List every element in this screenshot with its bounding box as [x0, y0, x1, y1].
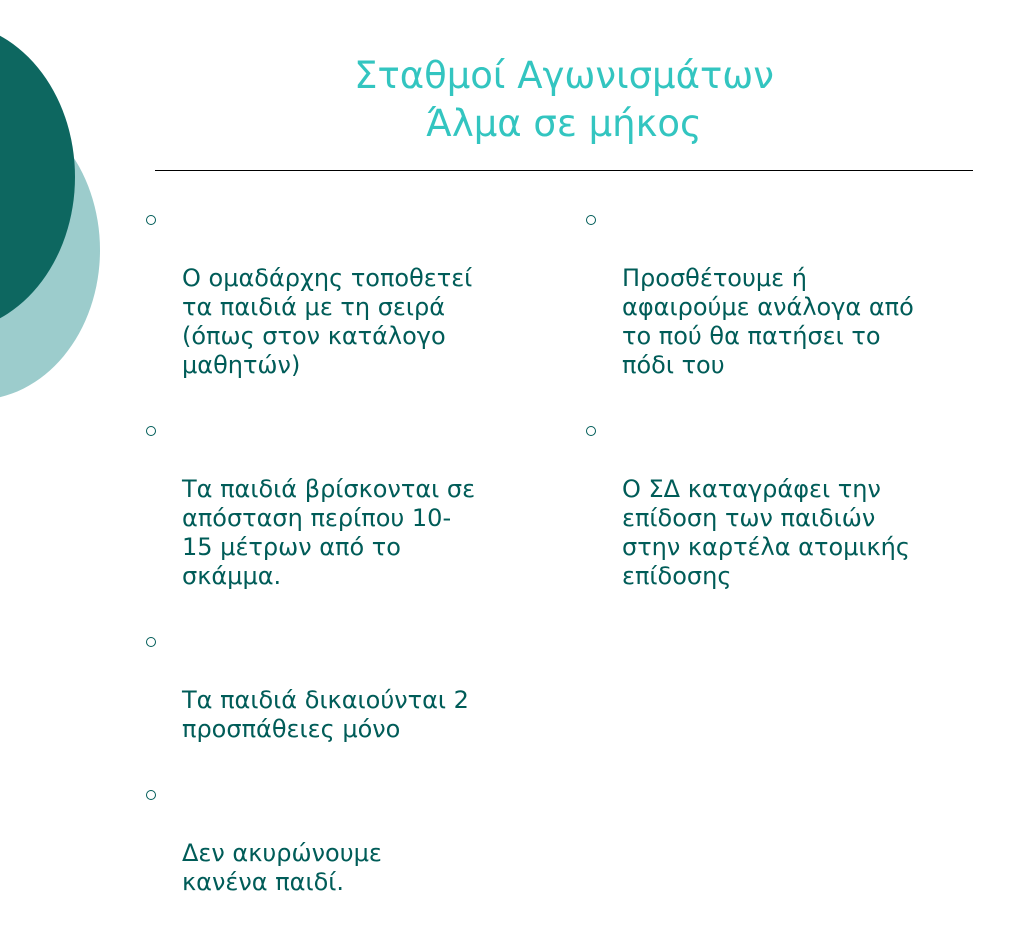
bullet-text: Τα παιδιά δικαιούνται 2 προσπάθειες μόνο	[182, 686, 469, 743]
bullet-text: Προσθέτουμε ή αφαιρούμε ανάλογα από το πού θα πατήσει το πόδι του	[622, 264, 914, 379]
circle-bullet-icon	[146, 215, 156, 225]
title-divider	[155, 170, 973, 171]
slide-title-line-1: Σταθμοί Αγωνισμάτων	[354, 54, 774, 97]
bullet-item	[142, 628, 542, 744]
slide-title	[155, 52, 973, 148]
circle-bullet-icon	[586, 215, 596, 225]
bullet-text: Ο ΣΔ καταγράφει την επίδοση των παιδιών στην καρτέλα ατομικής επίδοσης	[622, 475, 910, 590]
left-bullet-list	[142, 206, 542, 934]
bullet-item	[582, 417, 992, 591]
bullet-item	[142, 206, 542, 380]
circle-bullet-icon	[146, 790, 156, 800]
circle-bullet-icon	[146, 426, 156, 436]
circle-bullet-icon	[146, 637, 156, 647]
right-bullet-list	[582, 206, 992, 628]
bullet-item	[142, 781, 542, 897]
bullet-text: Δεν ακυρώνουμε κανένα παιδί.	[182, 839, 382, 896]
bullet-item	[582, 206, 992, 380]
circle-bullet-icon	[586, 426, 596, 436]
bullet-text: Τα παιδιά βρίσκονται σε απόσταση περίπου 10- 15 μέτρων από το σκάμμα.	[182, 475, 476, 590]
bullet-text: Ο ομαδάρχης τοποθετεί τα παιδιά με τη σειρά (όπως στον κατάλογο μαθητών)	[182, 264, 473, 379]
slide-title-line-2: Άλμα σε μήκος	[426, 102, 702, 145]
bullet-item	[142, 417, 542, 591]
